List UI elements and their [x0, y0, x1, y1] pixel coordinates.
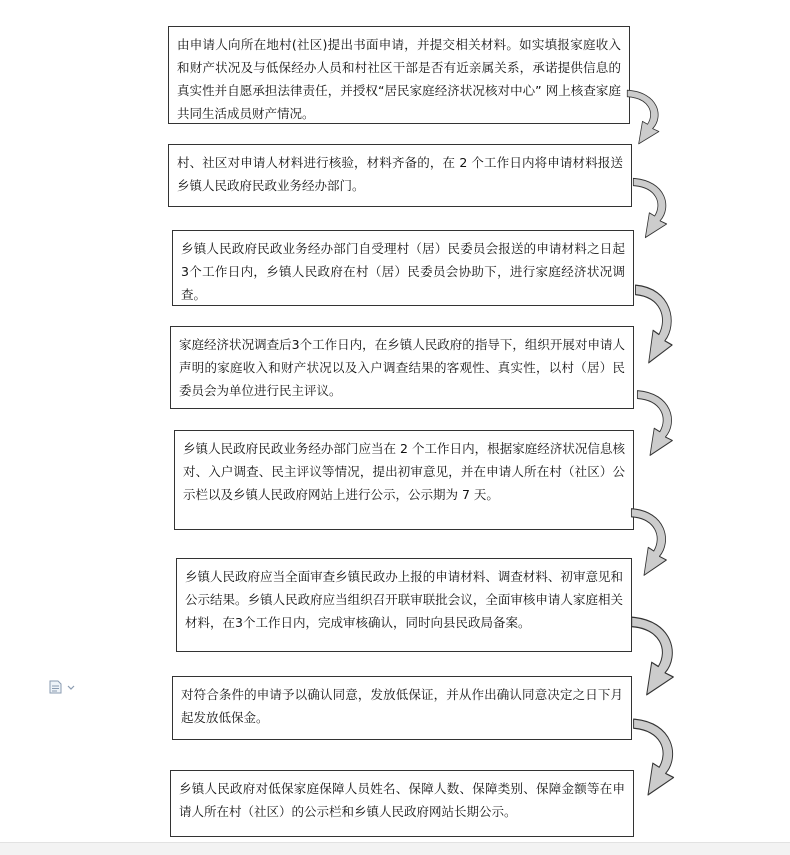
step-2-box	[168, 144, 632, 207]
curved-down-arrow-icon	[636, 388, 678, 458]
step-3-box	[172, 230, 634, 306]
step-8-box	[170, 770, 634, 837]
curved-down-arrow-icon	[632, 176, 672, 240]
step-3-text: 乡镇人民政府民政业务经办部门自受理村（居）民委员会报送的申请材料之日起 3个工作日内，乡镇人民政府在村（居）民委员会协助下，进行家庭经济状况调查。	[181, 241, 625, 302]
step-4-text: 家庭经济状况调查后3个工作日内，在乡镇人民政府的指导下，组织开展对申请人声明的家庭收入和财产状况以及入户调查结果的客观性、真实性，以村（居）民委员会为单位进行民主评议。	[179, 337, 625, 398]
curved-down-arrow-icon	[630, 614, 680, 698]
page-bottom-edge	[0, 842, 790, 855]
step-5-box	[174, 430, 634, 530]
step-2-text: 村、社区对申请人材料进行核验，材料齐备的，在 2 个工作日内将申请材料报送乡镇人民政府民政业务经办部门。	[177, 155, 623, 193]
curved-down-arrow-icon	[632, 716, 680, 798]
document-icon[interactable]	[48, 680, 78, 694]
step-7-box	[172, 676, 632, 740]
curved-down-arrow-icon	[630, 506, 672, 578]
step-4-box	[170, 326, 634, 409]
step-1-box	[168, 26, 630, 124]
step-5-text: 乡镇人民政府民政业务经办部门应当在 2 个工作日内，根据家庭经济状况信息核对、入户调查、民主评议等情况，提出初审意见，并在申请人所在村（社区）公示栏以及乡镇人民政府网站上进行公示，公示期为 7 天。	[183, 441, 625, 502]
step-7-text: 对符合条件的申请予以确认同意，发放低保证，并从作出确认同意决定之日下月起发放低保金。	[181, 687, 623, 725]
step-8-text: 乡镇人民政府对低保家庭保障人员姓名、保障人数、保障类别、保障金额等在申请人所在村（社区）的公示栏和乡镇人民政府网站长期公示。	[179, 781, 625, 819]
curved-down-arrow-icon	[626, 88, 664, 146]
step-6-box	[176, 558, 632, 652]
curved-down-arrow-icon	[634, 282, 678, 366]
step-6-text: 乡镇人民政府应当全面审查乡镇民政办上报的申请材料、调查材料、初审意见和公示结果。乡镇人民政府应当组织召开联审联批会议，全面审核申请人家庭相关材料，在3个工作日内，完成审核确认，同时向县民政局备案。	[185, 569, 623, 630]
step-1-text: 由申请人向所在地村(社区)提出书面申请，并提交相关材料。如实填报家庭收入和财产状况及与低保经办人员和村社区干部是否有近亲属关系，承诺提供信息的真实性并自愿承担法律责任，并授权“居民家庭经济状况核对中心” 网上核查家庭共同生活成员财产情况。	[177, 37, 621, 121]
